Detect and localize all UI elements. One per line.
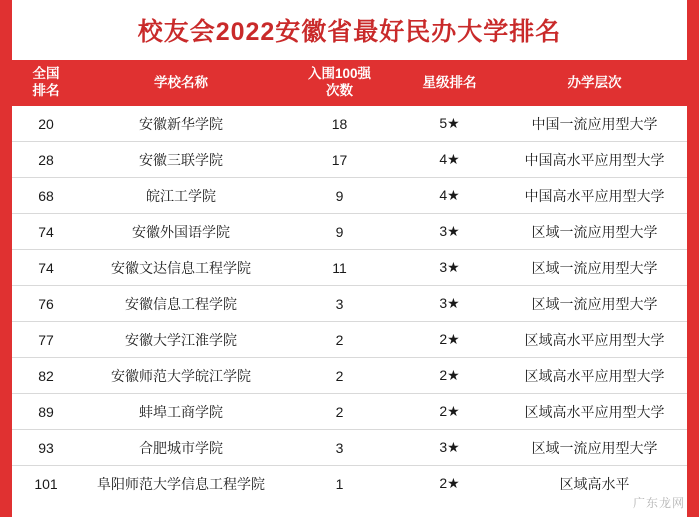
cell-star: 4★ bbox=[397, 178, 502, 214]
cell-star: 2★ bbox=[397, 322, 502, 358]
cell-school-name: 合肥城市学院 bbox=[80, 430, 282, 466]
table-row bbox=[12, 106, 687, 142]
header-national-rank bbox=[12, 60, 80, 106]
header-top100-times-line2: 次数 bbox=[326, 83, 353, 98]
cell-rank: 89 bbox=[12, 394, 80, 430]
cell-star: 3★ bbox=[397, 430, 502, 466]
header-star-rank bbox=[397, 60, 502, 106]
table-row bbox=[12, 430, 687, 466]
cell-level: 区域高水平应用型大学 bbox=[502, 394, 687, 430]
cell-times: 2 bbox=[282, 394, 397, 430]
cell-rank: 74 bbox=[12, 250, 80, 286]
cell-times: 1 bbox=[335, 475, 344, 492]
cell-rank: 77 bbox=[12, 322, 80, 358]
ranking-table bbox=[12, 60, 687, 501]
cell-star: 2★ bbox=[397, 394, 502, 430]
header-national-rank-line2: 排名 bbox=[32, 83, 60, 98]
cell-times: 11 bbox=[282, 250, 397, 286]
watermark: 广东龙网 bbox=[632, 496, 685, 510]
cell-times: 18 bbox=[282, 106, 397, 142]
cell-rank: 101 bbox=[34, 475, 58, 492]
cell-school-name: 安徽信息工程学院 bbox=[80, 286, 282, 322]
cell-school-name: 安徽三联学院 bbox=[80, 142, 282, 178]
cell-school-name: 安徽外国语学院 bbox=[80, 214, 282, 250]
header-school-name-line1: 学校名称 bbox=[154, 74, 208, 90]
cell-rank: 82 bbox=[12, 358, 80, 394]
cell-times: 2 bbox=[282, 358, 397, 394]
header-top100-times-line1: 入围100强 bbox=[307, 66, 372, 82]
header-star-rank-line1: 星级排名 bbox=[422, 74, 477, 90]
cell-level: 区域高水平 bbox=[559, 475, 630, 492]
cell-school-name: 蚌埠工商学院 bbox=[80, 394, 282, 430]
cell-times: 3 bbox=[282, 430, 397, 466]
table-row bbox=[12, 466, 687, 502]
cell-star: 3★ bbox=[397, 250, 502, 286]
cell-level: 区域高水平应用型大学 bbox=[502, 358, 687, 394]
table-row bbox=[12, 394, 687, 430]
table-row bbox=[12, 142, 687, 178]
table-row bbox=[12, 322, 687, 358]
header-top100-times bbox=[282, 60, 397, 106]
cell-school-name: 皖江工学院 bbox=[80, 178, 282, 214]
cell-level: 区域一流应用型大学 bbox=[502, 430, 687, 466]
cell-level: 中国一流应用型大学 bbox=[502, 106, 687, 142]
cell-times: 2 bbox=[282, 322, 397, 358]
cell-rank: 76 bbox=[12, 286, 80, 322]
cell-school-name: 安徽师范大学皖江学院 bbox=[80, 358, 282, 394]
table-row bbox=[12, 286, 687, 322]
cell-rank: 20 bbox=[12, 106, 80, 142]
cell-star: 2★ bbox=[439, 475, 460, 491]
cell-star: 2★ bbox=[397, 358, 502, 394]
title-bar bbox=[12, 0, 687, 60]
cell-rank: 68 bbox=[12, 178, 80, 214]
table-row bbox=[12, 250, 687, 286]
cell-level: 区域一流应用型大学 bbox=[502, 214, 687, 250]
cell-times: 9 bbox=[282, 178, 397, 214]
header-level-line1: 办学层次 bbox=[567, 74, 622, 90]
cell-level: 区域高水平应用型大学 bbox=[502, 322, 687, 358]
page-title: 校友会2022安徽省最好民办大学排名 bbox=[137, 18, 562, 46]
table-row bbox=[12, 178, 687, 214]
cell-times: 9 bbox=[282, 214, 397, 250]
right-red-band bbox=[687, 0, 699, 517]
cell-times: 3 bbox=[282, 286, 397, 322]
cell-star: 5★ bbox=[397, 106, 502, 142]
cell-star: 3★ bbox=[397, 214, 502, 250]
header-school-name bbox=[80, 60, 282, 106]
cell-level: 中国高水平应用型大学 bbox=[502, 142, 687, 178]
cell-star: 3★ bbox=[397, 286, 502, 322]
header-national-rank-line1: 全国 bbox=[32, 66, 60, 82]
table-row bbox=[12, 358, 687, 394]
table-header-row bbox=[12, 60, 687, 106]
cell-school-name: 阜阳师范大学信息工程学院 bbox=[97, 475, 265, 492]
left-red-band bbox=[0, 0, 12, 517]
cell-rank: 28 bbox=[12, 142, 80, 178]
header-level bbox=[502, 60, 687, 106]
cell-school-name: 安徽新华学院 bbox=[80, 106, 282, 142]
cell-level: 区域一流应用型大学 bbox=[502, 250, 687, 286]
table-row bbox=[12, 214, 687, 250]
cell-times: 17 bbox=[282, 142, 397, 178]
cell-level: 区域一流应用型大学 bbox=[502, 286, 687, 322]
cell-rank: 74 bbox=[12, 214, 80, 250]
cell-school-name: 安徽大学江淮学院 bbox=[80, 322, 282, 358]
cell-star: 4★ bbox=[397, 142, 502, 178]
cell-school-name: 安徽文达信息工程学院 bbox=[80, 250, 282, 286]
cell-rank: 93 bbox=[12, 430, 80, 466]
cell-level: 中国高水平应用型大学 bbox=[502, 178, 687, 214]
